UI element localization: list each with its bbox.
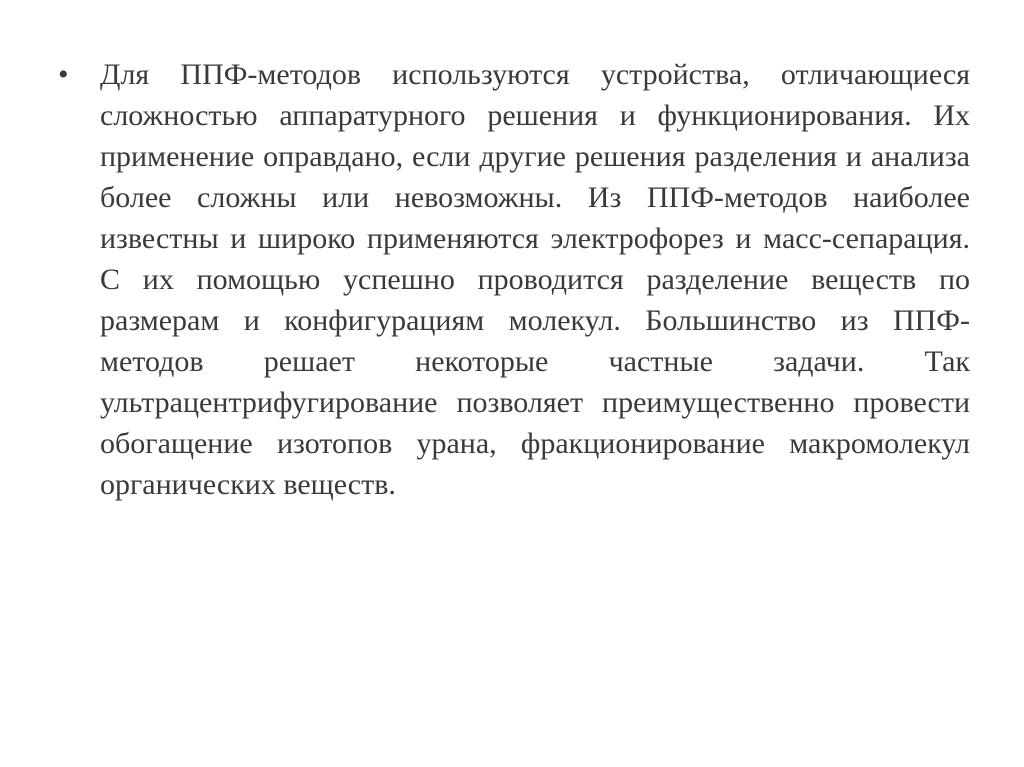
bullet-item — [58, 54, 970, 505]
bullet-marker: • — [58, 58, 69, 91]
bullet-text: Для ППФ-методов используются устройства, отличающиеся сложностью аппаратурного решения и функционирования. Их применение оправдано, если другие решения разделения и анализа более сложны или невозможны. Из ППФ-методов наиболее известны и широко применяются электрофорез и масс-сепарация. С их помощью успешно проводится разделение веществ по размерам и конфигурациям молекул. Большинство из ППФ-методов решает некоторые частные задачи. Так ультрацентрифугирование позволяет преимущественно провести обогащение изотопов урана, фракционирование макромолекул органических веществ. — [100, 58, 970, 501]
bullet-list — [58, 54, 970, 505]
